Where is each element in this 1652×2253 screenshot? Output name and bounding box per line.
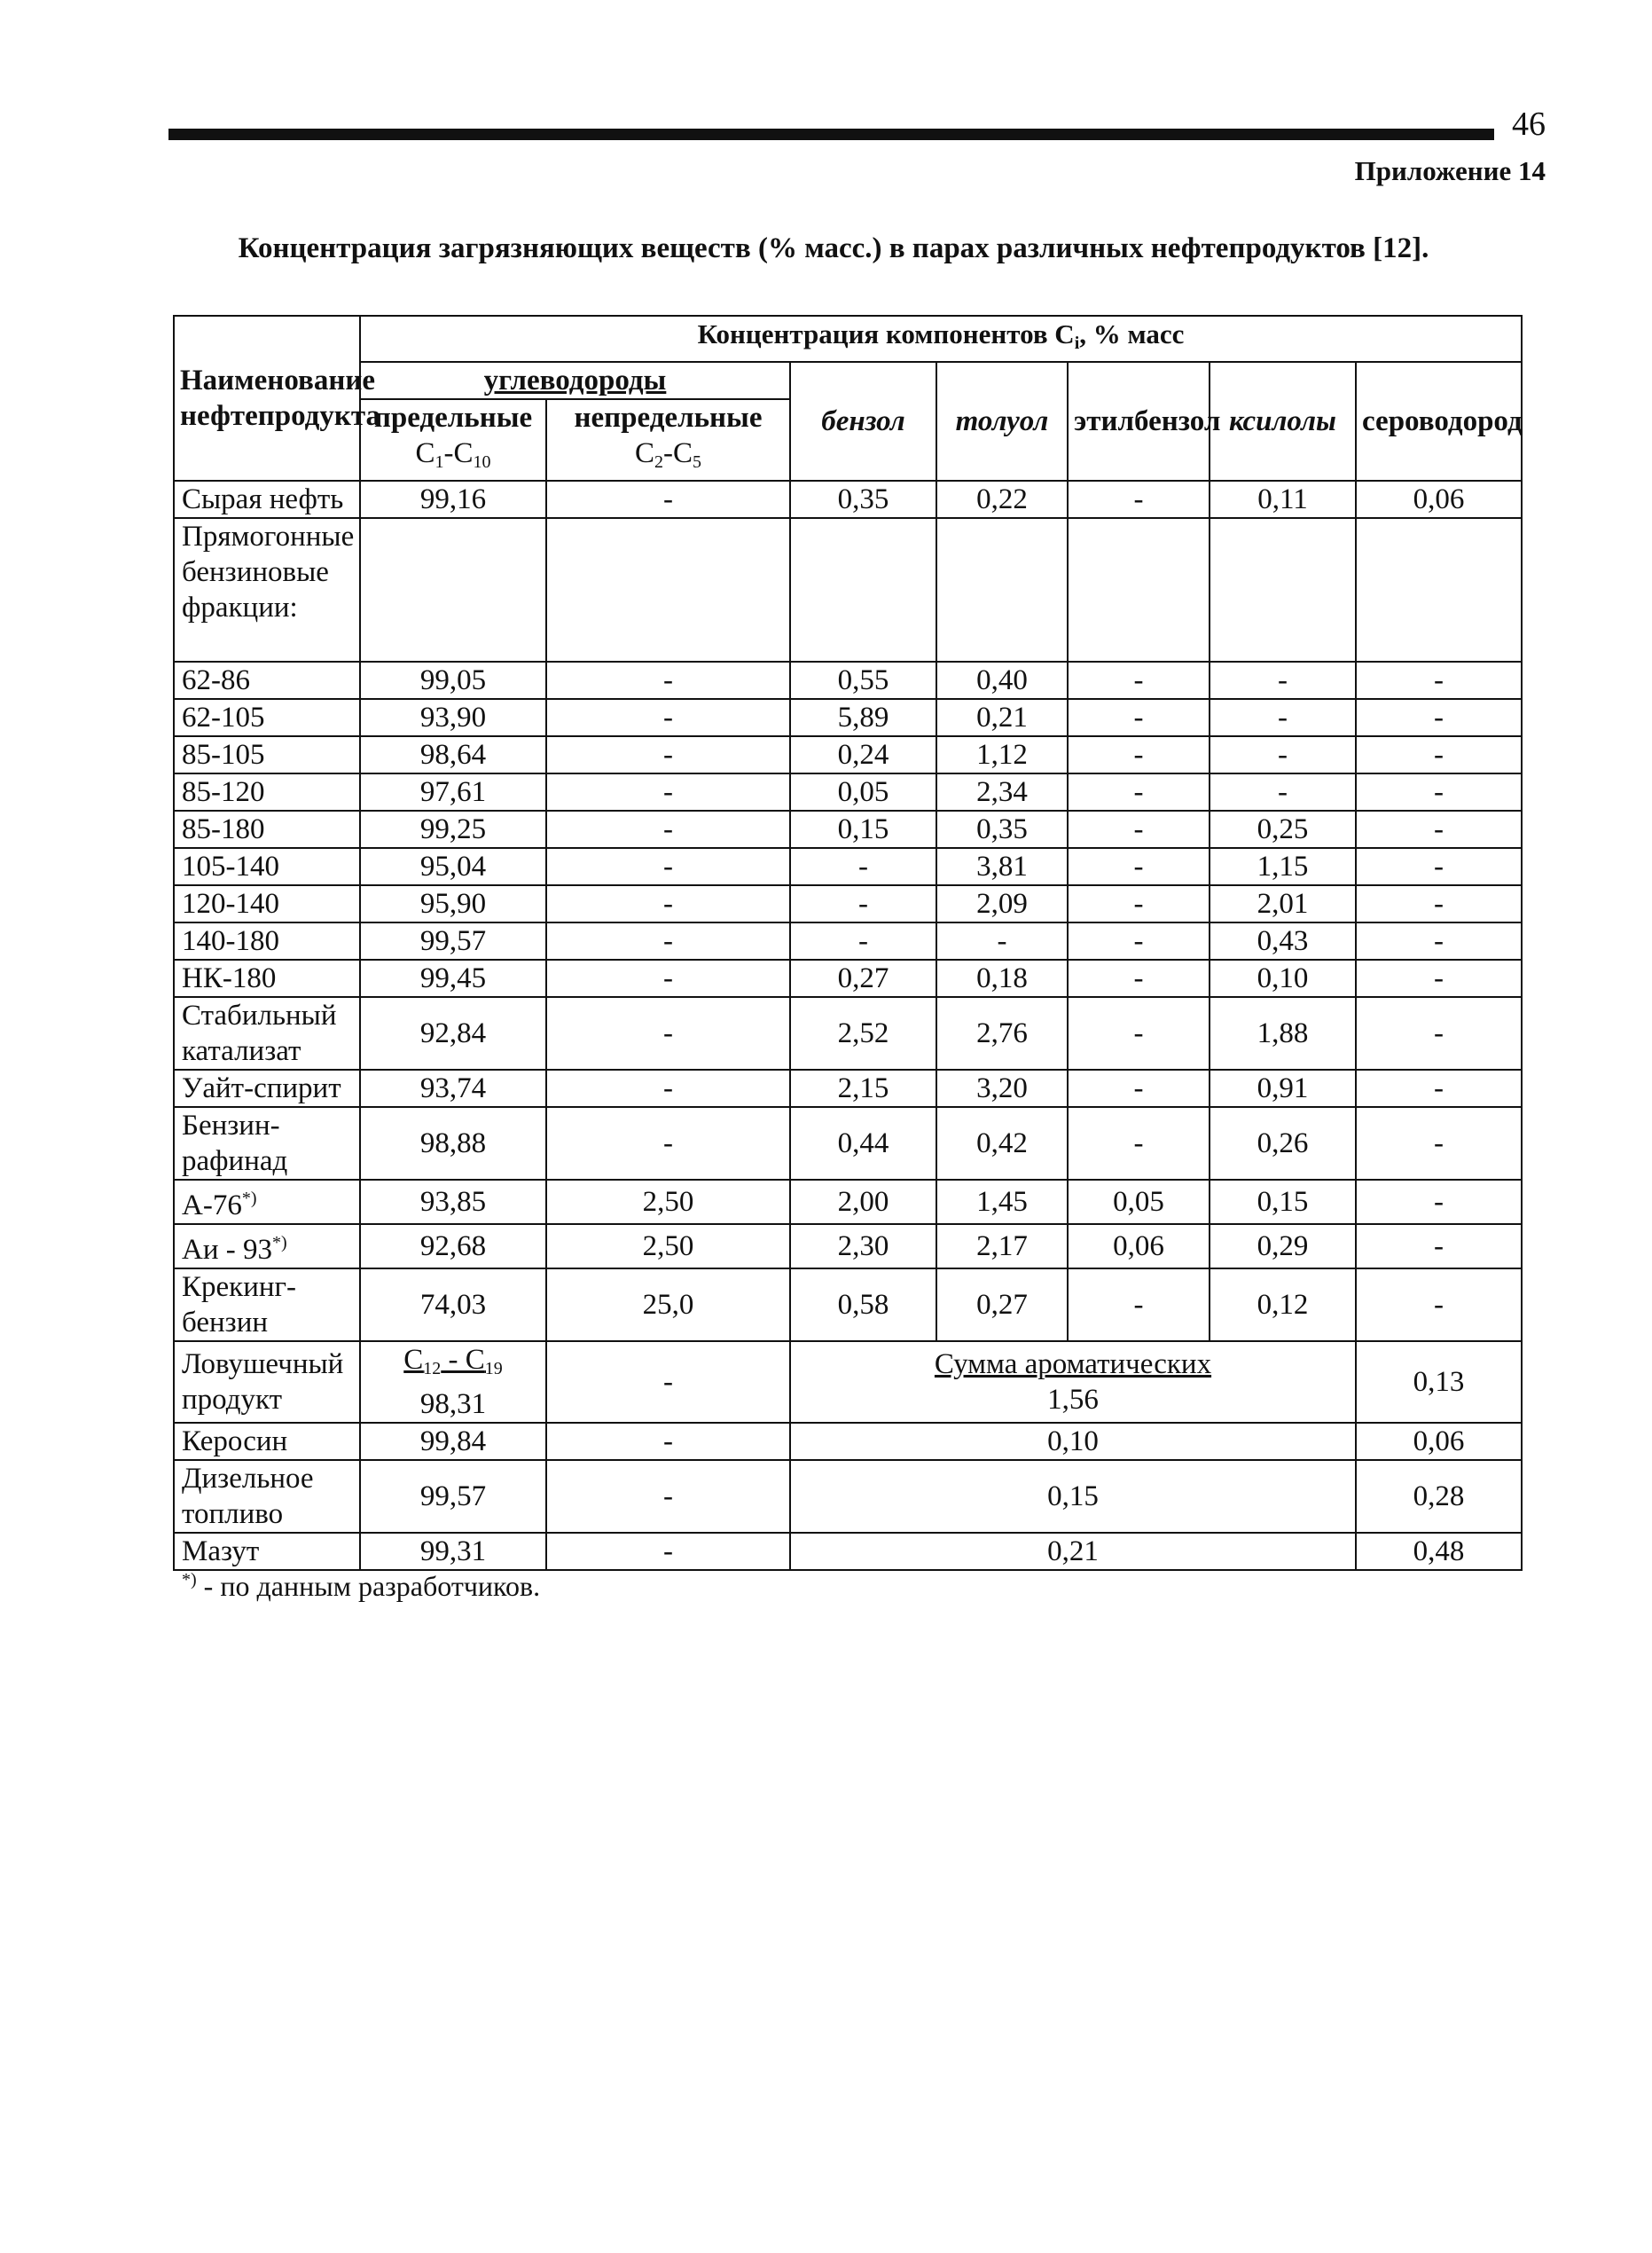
cell-c3: 0,35 <box>790 481 936 518</box>
cell-c5: - <box>1068 481 1210 518</box>
cell-aromatic-sum: 0,15 <box>790 1460 1356 1533</box>
cell-c1: 99,05 <box>360 662 546 699</box>
cell-c3: - <box>790 848 936 885</box>
header-xylenes: ксилолы <box>1210 362 1356 481</box>
header-benzene: бензол <box>790 362 936 481</box>
cell-c4: 0,42 <box>936 1107 1068 1180</box>
header-unsaturated: непредельные $C_2-C_5$ <box>546 399 790 481</box>
cell-c6: 0,12 <box>1210 1268 1356 1341</box>
table-row <box>174 662 1522 699</box>
cell-c7: - <box>1356 736 1522 773</box>
cell-c2: 25,0 <box>546 1268 790 1341</box>
cell-c2: - <box>546 736 790 773</box>
cell-c1: 95,04 <box>360 848 546 885</box>
cell-c3 <box>790 518 936 662</box>
row-name: 62-105 <box>174 699 360 736</box>
cell-c6: 0,29 <box>1210 1224 1356 1268</box>
cell-c5: - <box>1068 811 1210 848</box>
header-rule <box>168 129 1494 140</box>
cell-c5: - <box>1068 773 1210 811</box>
cell-c1: 95,90 <box>360 885 546 922</box>
cell-c2: - <box>546 1533 790 1570</box>
row-name: Ловушечный продукт <box>174 1341 360 1423</box>
table-row <box>174 1268 1522 1341</box>
cell-c2: - <box>546 811 790 848</box>
cell-c6: - <box>1210 773 1356 811</box>
cell-c7: 0,06 <box>1356 481 1522 518</box>
table-row <box>174 1460 1522 1533</box>
header-row-2 <box>174 362 1522 399</box>
cell-c6: 1,15 <box>1210 848 1356 885</box>
table-row <box>174 1423 1522 1460</box>
cell-c2 <box>546 518 790 662</box>
table-row <box>174 1533 1522 1570</box>
cell-c1: 98,64 <box>360 736 546 773</box>
cell-c1: 99,45 <box>360 960 546 997</box>
cell-c7: 0,06 <box>1356 1423 1522 1460</box>
cell-c6: 0,91 <box>1210 1070 1356 1107</box>
row-name: 85-105 <box>174 736 360 773</box>
cell-c4: 3,20 <box>936 1070 1068 1107</box>
cell-c2: - <box>546 699 790 736</box>
cell-c5: 0,06 <box>1068 1224 1210 1268</box>
table-row <box>174 481 1522 518</box>
appendix-label: Приложение 14 <box>1354 155 1546 186</box>
row-name: Мазут <box>174 1533 360 1570</box>
cell-c4: 2,34 <box>936 773 1068 811</box>
cell-c3: 0,05 <box>790 773 936 811</box>
cell-c6 <box>1210 518 1356 662</box>
cell-c1: 92,68 <box>360 1224 546 1268</box>
cell-c5: - <box>1068 1268 1210 1341</box>
cell-c3: 0,24 <box>790 736 936 773</box>
cell-c2: - <box>546 1460 790 1533</box>
cell-c3: 2,15 <box>790 1070 936 1107</box>
cell-c7: - <box>1356 848 1522 885</box>
header-row-1 <box>174 316 1522 362</box>
cell-c7: - <box>1356 1180 1522 1224</box>
cell-c6: 0,26 <box>1210 1107 1356 1180</box>
cell-c4: 0,21 <box>936 699 1068 736</box>
row-name: Бензин-рафинад <box>174 1107 360 1180</box>
cell-c1: 97,61 <box>360 773 546 811</box>
cell-c4: 2,09 <box>936 885 1068 922</box>
cell-c6: 0,11 <box>1210 481 1356 518</box>
table-row <box>174 699 1522 736</box>
cell-c2: - <box>546 960 790 997</box>
cell-c2: 2,50 <box>546 1180 790 1224</box>
cell-aromatic-sum: 0,21 <box>790 1533 1356 1570</box>
cell-c7: - <box>1356 662 1522 699</box>
cell-c6: - <box>1210 662 1356 699</box>
cell-c2: - <box>546 1423 790 1460</box>
cell-c7: - <box>1356 997 1522 1070</box>
cell-c7: - <box>1356 1268 1522 1341</box>
cell-c7: - <box>1356 699 1522 736</box>
cell-c7: - <box>1356 960 1522 997</box>
cell-aromatic-sum: Сумма ароматических 1,56 <box>790 1341 1356 1423</box>
row-name: Стабильный катализат <box>174 997 360 1070</box>
cell-c1: 93,90 <box>360 699 546 736</box>
cell-c4: 0,40 <box>936 662 1068 699</box>
page-number: 46 <box>1512 106 1546 143</box>
cell-c5: 0,05 <box>1068 1180 1210 1224</box>
cell-c5: - <box>1068 1070 1210 1107</box>
row-name: 120-140 <box>174 885 360 922</box>
cell-c7: 0,28 <box>1356 1460 1522 1533</box>
table-row <box>174 960 1522 997</box>
row-name: 85-120 <box>174 773 360 811</box>
cell-c3: 2,00 <box>790 1180 936 1224</box>
footnote <box>182 1570 540 1603</box>
cell-c1: 99,57 <box>360 922 546 960</box>
cell-c2: - <box>546 922 790 960</box>
cell-c4 <box>936 518 1068 662</box>
cell-c1: 93,74 <box>360 1070 546 1107</box>
concentration-table <box>173 315 1523 1571</box>
cell-c1: $C_{12} - C_{19}$ 98,31 <box>360 1341 546 1423</box>
table-row <box>174 1180 1522 1224</box>
cell-c3: 0,58 <box>790 1268 936 1341</box>
cell-c7: 0,13 <box>1356 1341 1522 1423</box>
row-name: 105-140 <box>174 848 360 885</box>
table-row <box>174 885 1522 922</box>
cell-c7: 0,48 <box>1356 1533 1522 1570</box>
cell-c2: - <box>546 1107 790 1180</box>
cell-c6: 0,15 <box>1210 1180 1356 1224</box>
row-name: А-76*) <box>174 1180 360 1224</box>
row-name: Прямогонные бензиновые фракции: <box>174 518 360 662</box>
cell-c7 <box>1356 518 1522 662</box>
cell-c3: 0,44 <box>790 1107 936 1180</box>
cell-c5: - <box>1068 922 1210 960</box>
cell-c5: - <box>1068 699 1210 736</box>
table-row <box>174 1070 1522 1107</box>
cell-c4: - <box>936 922 1068 960</box>
cell-c3: - <box>790 885 936 922</box>
cell-c6: - <box>1210 736 1356 773</box>
cell-c3: 0,15 <box>790 811 936 848</box>
cell-c1: 99,31 <box>360 1533 546 1570</box>
cell-c7: - <box>1356 922 1522 960</box>
cell-aromatic-sum: 0,10 <box>790 1423 1356 1460</box>
cell-c7: - <box>1356 773 1522 811</box>
cell-c5: - <box>1068 736 1210 773</box>
cell-c7: - <box>1356 1070 1522 1107</box>
table-row <box>174 811 1522 848</box>
header-hydrocarbons: углеводороды <box>360 362 790 399</box>
cell-c4: 0,27 <box>936 1268 1068 1341</box>
cell-c1: 99,16 <box>360 481 546 518</box>
cell-c1: 99,57 <box>360 1460 546 1533</box>
table-row <box>174 848 1522 885</box>
cell-c2: - <box>546 481 790 518</box>
cell-c2: - <box>546 662 790 699</box>
table-row <box>174 773 1522 811</box>
cell-c1 <box>360 518 546 662</box>
row-name: 140-180 <box>174 922 360 960</box>
cell-c7: - <box>1356 811 1522 848</box>
cell-c3: 0,55 <box>790 662 936 699</box>
row-name: Дизельное топливо <box>174 1460 360 1533</box>
row-name: НК-180 <box>174 960 360 997</box>
cell-c3: 5,89 <box>790 699 936 736</box>
cell-c1: 98,88 <box>360 1107 546 1180</box>
row-name: Уайт-спирит <box>174 1070 360 1107</box>
cell-c7: - <box>1356 885 1522 922</box>
cell-c4: 3,81 <box>936 848 1068 885</box>
cell-c6: - <box>1210 699 1356 736</box>
cell-c7: - <box>1356 1224 1522 1268</box>
cell-c5: - <box>1068 960 1210 997</box>
cell-c6: 0,25 <box>1210 811 1356 848</box>
table-row <box>174 736 1522 773</box>
cell-c3: - <box>790 922 936 960</box>
cell-c3: 0,27 <box>790 960 936 997</box>
cell-c6: 0,10 <box>1210 960 1356 997</box>
header-name: Наименование нефтепродукта <box>174 316 360 481</box>
row-name: Керосин <box>174 1423 360 1460</box>
table-row <box>174 922 1522 960</box>
table-row <box>174 997 1522 1070</box>
footnote-text: - по данным разработчиков. <box>196 1570 541 1602</box>
cell-c2: 2,50 <box>546 1224 790 1268</box>
cell-c7: - <box>1356 1107 1522 1180</box>
header-toluene: толуол <box>936 362 1068 481</box>
table-row <box>174 1107 1522 1180</box>
cell-c1: 93,85 <box>360 1180 546 1224</box>
cell-c2: - <box>546 885 790 922</box>
cell-c1: 99,25 <box>360 811 546 848</box>
cell-c4: 0,18 <box>936 960 1068 997</box>
row-name: 62-86 <box>174 662 360 699</box>
cell-c5: - <box>1068 997 1210 1070</box>
table-title: Концентрация загрязняющих веществ (% масс.) в парах различных нефтепродуктов [12]. <box>238 232 1429 264</box>
cell-c6: 2,01 <box>1210 885 1356 922</box>
row-name: 85-180 <box>174 811 360 848</box>
cell-c5: - <box>1068 848 1210 885</box>
cell-c4: 0,35 <box>936 811 1068 848</box>
cell-c6: 0,43 <box>1210 922 1356 960</box>
cell-c5: - <box>1068 885 1210 922</box>
header-saturated: предельные $C_1-C_{10}$ <box>360 399 546 481</box>
header-ethylbenzene: этилбензол <box>1068 362 1210 481</box>
row-name: Крекинг-бензин <box>174 1268 360 1341</box>
cell-c2: - <box>546 848 790 885</box>
cell-c6: 1,88 <box>1210 997 1356 1070</box>
cell-c2: - <box>546 1070 790 1107</box>
cell-c3: 2,30 <box>790 1224 936 1268</box>
row-name: Аи - 93*) <box>174 1224 360 1268</box>
cell-c4: 2,17 <box>936 1224 1068 1268</box>
cell-c1: 92,84 <box>360 997 546 1070</box>
header-concentration: Концентрация компонентов $C_i$, % масс <box>360 316 1522 362</box>
cell-c3: 2,52 <box>790 997 936 1070</box>
cell-c4: 1,12 <box>936 736 1068 773</box>
cell-c1: 99,84 <box>360 1423 546 1460</box>
row-name: Сырая нефть <box>174 481 360 518</box>
cell-c5 <box>1068 518 1210 662</box>
cell-c2: - <box>546 1341 790 1423</box>
table-row <box>174 518 1522 662</box>
header-h2s: сероводород <box>1356 362 1522 481</box>
cell-c1: 74,03 <box>360 1268 546 1341</box>
cell-c5: - <box>1068 662 1210 699</box>
table-row-trap <box>174 1341 1522 1423</box>
cell-c4: 1,45 <box>936 1180 1068 1224</box>
footnote-mark: *) <box>182 1570 197 1590</box>
cell-c4: 2,76 <box>936 997 1068 1070</box>
cell-c2: - <box>546 997 790 1070</box>
cell-c5: - <box>1068 1107 1210 1180</box>
table-row <box>174 1224 1522 1268</box>
cell-c4: 0,22 <box>936 481 1068 518</box>
cell-c2: - <box>546 773 790 811</box>
